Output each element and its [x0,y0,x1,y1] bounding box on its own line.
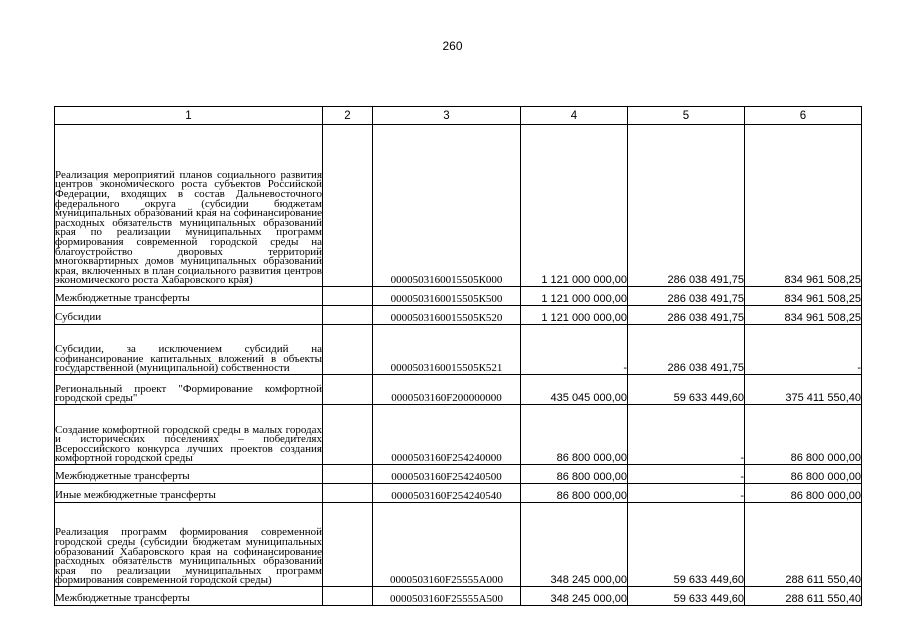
row-value-6-cell: 288 611 550,40 [745,503,862,587]
row-value-4-cell: 435 045 000,00 [521,375,628,405]
row-col2-cell [323,287,373,306]
row-code-cell: 0000503160F200000000 [373,375,521,405]
row-col2-cell [323,405,373,465]
row-name-cell: Межбюджетные трансферты [55,465,323,484]
column-header-1: 1 [55,107,323,125]
row-code-cell: 0000503160F25555А500 [373,587,521,606]
row-value-5-cell: 286 038 491,75 [628,287,745,306]
row-value-6-cell: 375 411 550,40 [745,375,862,405]
column-header-6: 6 [745,107,862,125]
row-value-4-cell: 86 800 000,00 [521,484,628,503]
row-value-5-cell: - [628,465,745,484]
row-value-5-cell: 59 633 449,60 [628,375,745,405]
row-value-4-cell: 348 245 000,00 [521,503,628,587]
row-value-6-cell: 86 800 000,00 [745,465,862,484]
row-value-5-cell: 59 633 449,60 [628,503,745,587]
row-name-cell: Межбюджетные трансферты [55,287,323,306]
row-code-cell: 0000503160F254240000 [373,405,521,465]
row-value-4-cell: 1 121 000 000,00 [521,287,628,306]
row-value-4-cell: 86 800 000,00 [521,465,628,484]
row-name-cell: Субсидии [55,306,323,325]
row-col2-cell [323,375,373,405]
page-number: 260 [442,39,463,53]
row-value-4-cell: 1 121 000 000,00 [521,125,628,287]
table-row [55,325,862,375]
row-value-5-cell: 59 633 449,60 [628,587,745,606]
row-value-6-cell: 834 961 508,25 [745,125,862,287]
table-header-row [55,107,862,125]
table-row [55,125,862,287]
row-value-4-cell: 348 245 000,00 [521,587,628,606]
row-value-5-cell: 286 038 491,75 [628,306,745,325]
row-col2-cell [323,587,373,606]
row-name-cell: Субсидии, за исключением субсидий на софинансирование капитальных вложений в объекты государственной (муниципальной) собственности [55,325,323,375]
row-code-cell: 0000503160015505К520 [373,306,521,325]
row-value-5-cell: - [628,484,745,503]
row-value-6-cell: 86 800 000,00 [745,484,862,503]
row-name-cell: Межбюджетные трансферты [55,587,323,606]
table-row [55,375,862,405]
row-code-cell: 0000503160F25555А000 [373,503,521,587]
column-header-2: 2 [323,107,373,125]
row-value-5-cell: 286 038 491,75 [628,125,745,287]
table-row [55,484,862,503]
row-value-6-cell: 288 611 550,40 [745,587,862,606]
table-row [55,405,862,465]
row-code-cell: 0000503160015505К500 [373,287,521,306]
row-value-6-cell: 86 800 000,00 [745,405,862,465]
row-value-6-cell: - [745,325,862,375]
table-row [55,587,862,606]
table-row [55,306,862,325]
column-header-5: 5 [628,107,745,125]
row-name-cell: Создание комфортной городской среды в малых городах и исторических поселениях – победителях Всероссийского конкурса лучших проектов создания комфортной городской среды [55,405,323,465]
row-col2-cell [323,325,373,375]
row-col2-cell [323,503,373,587]
row-code-cell: 0000503160F254240500 [373,465,521,484]
column-header-3: 3 [373,107,521,125]
row-code-cell: 0000503160015505К000 [373,125,521,287]
row-value-4-cell: 86 800 000,00 [521,405,628,465]
table-row [55,503,862,587]
table-row [55,287,862,306]
row-value-5-cell: - [628,405,745,465]
row-code-cell: 0000503160F254240540 [373,484,521,503]
row-code-cell: 0000503160015505К521 [373,325,521,375]
row-value-6-cell: 834 961 508,25 [745,306,862,325]
row-name-cell: Реализация мероприятий планов социального развития центров экономического роста субъектов Российской Федерации, входящих в состав Дальневосточного федерального округа (субсидии бюджетам муниципальных образований края на софинансирование расходных обязательств муниципальных образований края по реализации муниципальных программ формирования современной городской среды на благоустройство дворовых территорий многоквартирных домов муниципальных образований края, включенных в план социального развития центров экономического роста Хабаровского края) [55,125,323,287]
row-col2-cell [323,465,373,484]
column-header-4: 4 [521,107,628,125]
row-col2-cell [323,125,373,287]
table-row [55,465,862,484]
row-col2-cell [323,306,373,325]
row-name-cell: Региональный проект "Формирование комфортной городской среды" [55,375,323,405]
row-name-cell: Иные межбюджетные трансферты [55,484,323,503]
row-col2-cell [323,484,373,503]
row-value-6-cell: 834 961 508,25 [745,287,862,306]
row-value-5-cell: 286 038 491,75 [628,325,745,375]
row-value-4-cell: 1 121 000 000,00 [521,306,628,325]
row-value-4-cell: - [521,325,628,375]
row-name-cell: Реализация программ формирования современной городской среды (субсидии бюджетам муниципальных образований Хабаровского края на софинансирование расходных обязательств муниципальных образований края по реализации муниципальных программ формирования современной городской среды) [55,503,323,587]
budget-execution-table [54,106,862,606]
